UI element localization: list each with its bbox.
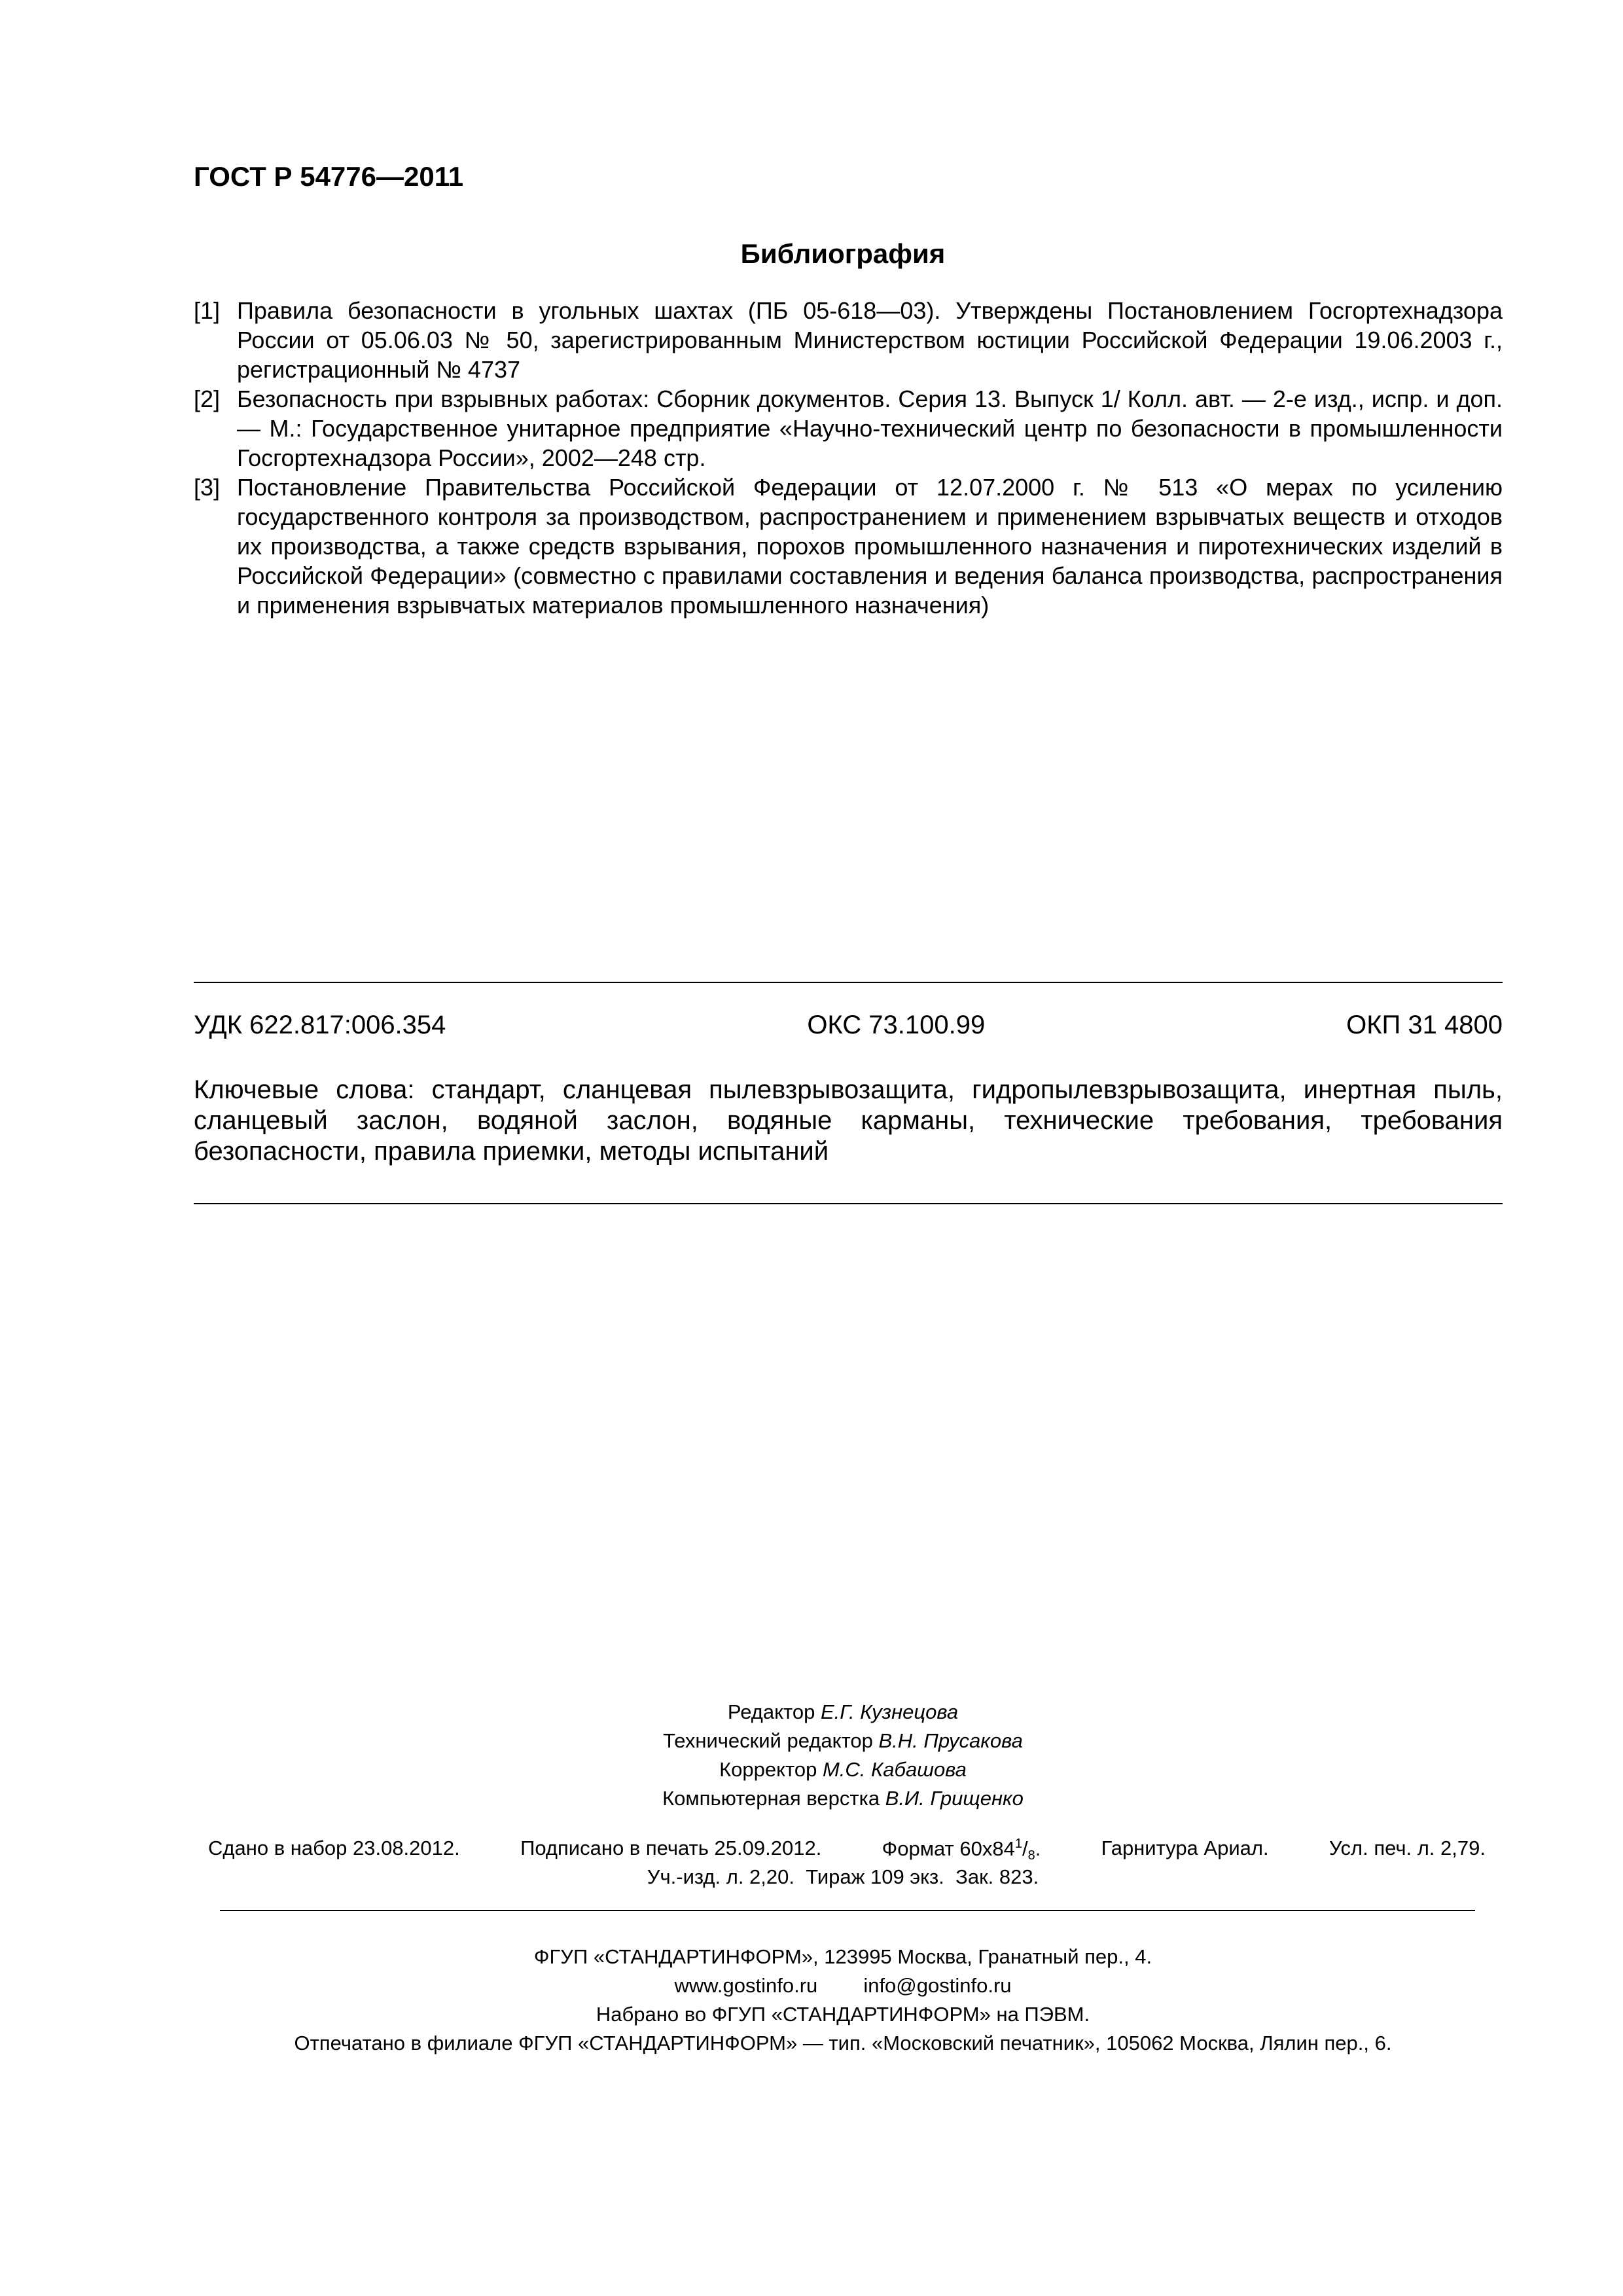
- proofreader-line: Корректор М.С. Кабашова: [719, 1758, 967, 1781]
- bibliography-entry-text: Постановление Правительства Российской Федерации от 12.07.2000 г. № 513 «О мерах по усилению государственного контроля за производством, распространением и применением взрывчатых веществ и отходов их производства, а также средств взрывания, порохов промышленного назначения и пиротехнических изделий в Российской Федерации» (совместно с правилами составления и ведения баланса производства, распространения и применения взрывчатых материалов промышленного назначения): [237, 474, 1503, 619]
- bibliography-list: [194, 296, 1503, 620]
- editor-line: Редактор Е.Г. Кузнецова: [727, 1700, 959, 1723]
- printed-note: Отпечатано в филиале ФГУП «СТАНДАРТИНФОРМ» — тип. «Московский печатник», 105062 Москва, Лялин пер., 6.: [294, 2032, 1392, 2054]
- bibliography-entry-3: [194, 473, 1503, 620]
- classification-row: [194, 1011, 1503, 1040]
- bibliography-entry-text: Безопасность при взрывных работах: Сборник документов. Серия 13. Выпуск 1/ Колл. авт. — 2-е изд., испр. и доп. — М.: Государственное унитарное предприятие «Научно-технический центр по безопасности в промышленности Госгортехнадзора России», 2002—248 стр.: [237, 386, 1503, 471]
- editor-name: Е.Г. Кузнецова: [820, 1700, 959, 1723]
- publisher-address: ФГУП «СТАНДАРТИНФОРМ», 123995 Москва, Гранатный пер., 4.: [533, 1945, 1152, 1968]
- bibliography-entry-2: [194, 384, 1503, 473]
- publisher-contacts: [0, 1971, 1623, 2000]
- publisher-website-link[interactable]: www.gostinfo.ru: [674, 1974, 818, 1997]
- bibliography-entry-number: [1]: [194, 297, 221, 324]
- divider-bottom: [220, 1910, 1475, 1911]
- bibliography-title: Библиография: [740, 238, 946, 269]
- oks-code: ОКС 73.100.99: [807, 1011, 986, 1039]
- divider-middle: [194, 1203, 1503, 1204]
- proofreader-name: М.С. Кабашова: [822, 1758, 967, 1781]
- bibliography-entry-number: [2]: [194, 386, 221, 412]
- bibliography-entry-number: [3]: [194, 474, 221, 501]
- divider-top: [194, 982, 1503, 983]
- print-info-row: [208, 1837, 1486, 1863]
- edition-sheets: Уч.-изд. л. 2,20.: [647, 1865, 795, 1888]
- bibliography-entry-text: Правила безопасности в угольных шахтах (ПБ 05-618—03). Утверждены Постановлением Госгортехнадзора России от 05.06.03 № 50, зарегистрированным Министерством юстиции Российской Федерации 19.06.2003 г., регистрационный № 4737: [237, 297, 1503, 383]
- okp-code: ОКП 31 4800: [1346, 1011, 1503, 1039]
- credits-block: [0, 1698, 1623, 1813]
- publisher-email-link[interactable]: info@gostinfo.ru: [863, 1974, 1012, 1997]
- typeface: Гарнитура Ариал.: [1101, 1837, 1269, 1859]
- order-number: Зак. 823.: [955, 1865, 1039, 1888]
- publisher-block: [0, 1943, 1623, 2058]
- layout-name: В.И. Грищенко: [885, 1787, 1024, 1810]
- circulation: Тираж 109 экз.: [806, 1865, 944, 1888]
- tech-editor-line: Технический редактор В.Н. Прусакова: [663, 1729, 1023, 1752]
- print-sheets: Усл. печ. л. 2,79.: [1329, 1837, 1486, 1859]
- tech-editor-name: В.Н. Прусакова: [878, 1729, 1023, 1752]
- udk-code: УДК 622.817:006.354: [194, 1011, 446, 1039]
- typeset-note: Набрано во ФГУП «СТАНДАРТИНФОРМ» на ПЭВМ.: [596, 2003, 1090, 2026]
- print-info-row-2: [0, 1865, 1623, 1889]
- document-code: ГОСТ Р 54776—2011: [194, 161, 464, 192]
- layout-line: Компьютерная верстка В.И. Грищенко: [662, 1787, 1024, 1810]
- paper-format: Формат $60x84^1/_8$.: [882, 1837, 1041, 1863]
- submitted-date: Сдано в набор 23.08.2012.: [208, 1837, 460, 1859]
- keywords-paragraph: Ключевые слова: стандарт, сланцевая пылевзрывозащита, гидропылевзрывозащита, инертная пыль, сланцевый заслон, водяной заслон, водяные карманы, технические требования, требования безопасности, правила приемки, методы испытаний: [194, 1075, 1503, 1166]
- bibliography-entry-1: [194, 296, 1503, 384]
- signed-date: Подписано в печать 25.09.2012.: [520, 1837, 822, 1859]
